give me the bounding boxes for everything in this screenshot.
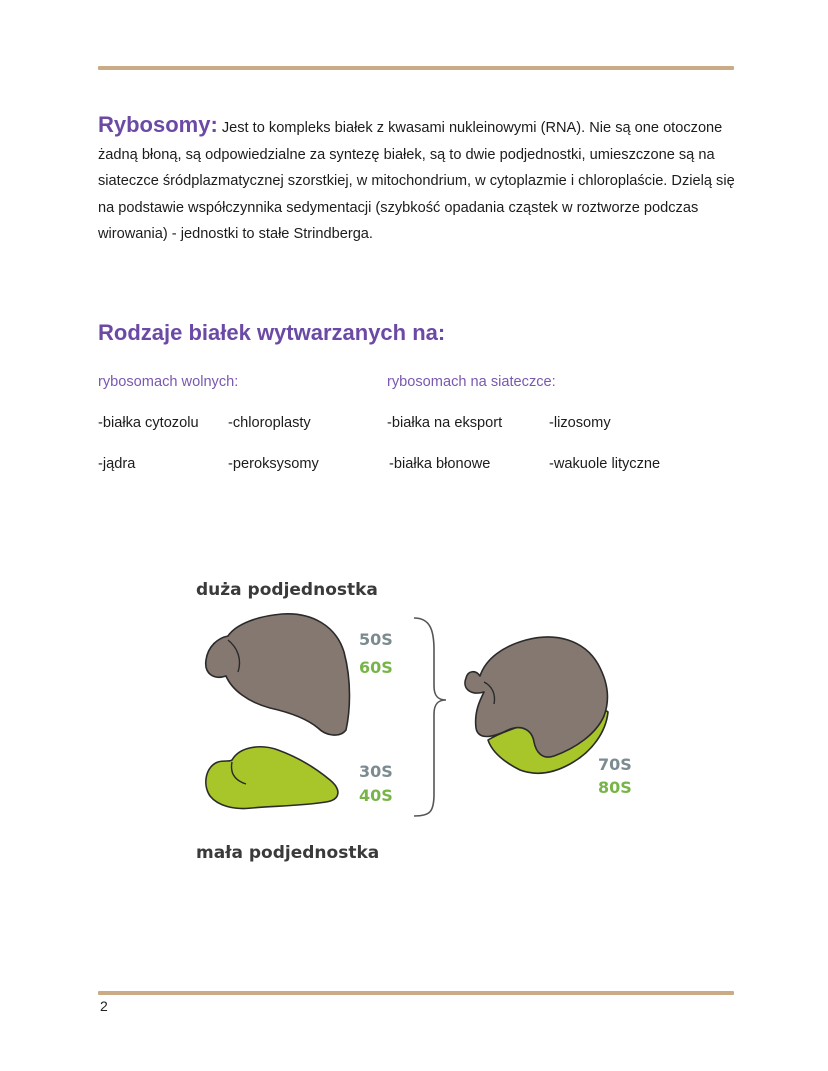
- small-prokaryotic-value: 30S: [359, 762, 393, 781]
- free-item-peroxisomes: -peroksysomy: [228, 456, 319, 472]
- free-item-chloroplasts: -chloroplasty: [228, 415, 311, 431]
- ribosome-description: Jest to kompleks białek z kwasami nukleinowymi (RNA). Nie są one otoczone żadną błoną, są odpowiedzialne za syntezę białek, są to dwie podjednostki, umieszczone są na siateczce śródplazmatycznej szorstkiej, w mitochondrium, w cytoplazmie i chloroplaście. Dzielą się na podstawie współczynnika sedymentacji (szybkość opadania cząstek w roztworze podczas wirowania) - jednostki to stałe Strindberga.: [98, 120, 735, 242]
- free-item-nucleus: -jądra: [98, 456, 136, 472]
- bottom-divider: [98, 991, 734, 995]
- free-ribosomes-label: rybosomach wolnych:: [98, 374, 239, 390]
- page-number: 2: [100, 998, 108, 1014]
- small-subunit-shape: [206, 747, 338, 809]
- ribosome-term: Rybosomy:: [98, 112, 218, 137]
- full-prokaryotic-value: 70S: [598, 755, 632, 774]
- small-subunit-label: mała podjednostka: [196, 843, 380, 863]
- large-subunit-label: duża podjednostka: [196, 580, 378, 600]
- full-ribosome-large-part: [465, 637, 607, 757]
- er-item-membrane: -białka błonowe: [389, 456, 491, 472]
- large-prokaryotic-value: 50S: [359, 630, 393, 649]
- er-item-vacuoles: -wakuole lityczne: [549, 456, 661, 472]
- er-ribosomes-label: rybosomach na siateczce:: [387, 374, 556, 390]
- full-eukaryotic-value: 80S: [598, 778, 632, 797]
- er-item-export: -białka na eksport: [387, 415, 503, 431]
- proteins-heading: Rodzaje białek wytwarzanych na:: [98, 320, 446, 345]
- er-item-lysosomes: -lizosomy: [549, 415, 611, 431]
- large-eukaryotic-value: 60S: [359, 658, 393, 677]
- grouping-brace: [414, 618, 446, 816]
- free-item-cytosol: -białka cytozolu: [98, 415, 199, 431]
- large-subunit-shape: [206, 614, 350, 735]
- small-eukaryotic-value: 40S: [359, 786, 393, 805]
